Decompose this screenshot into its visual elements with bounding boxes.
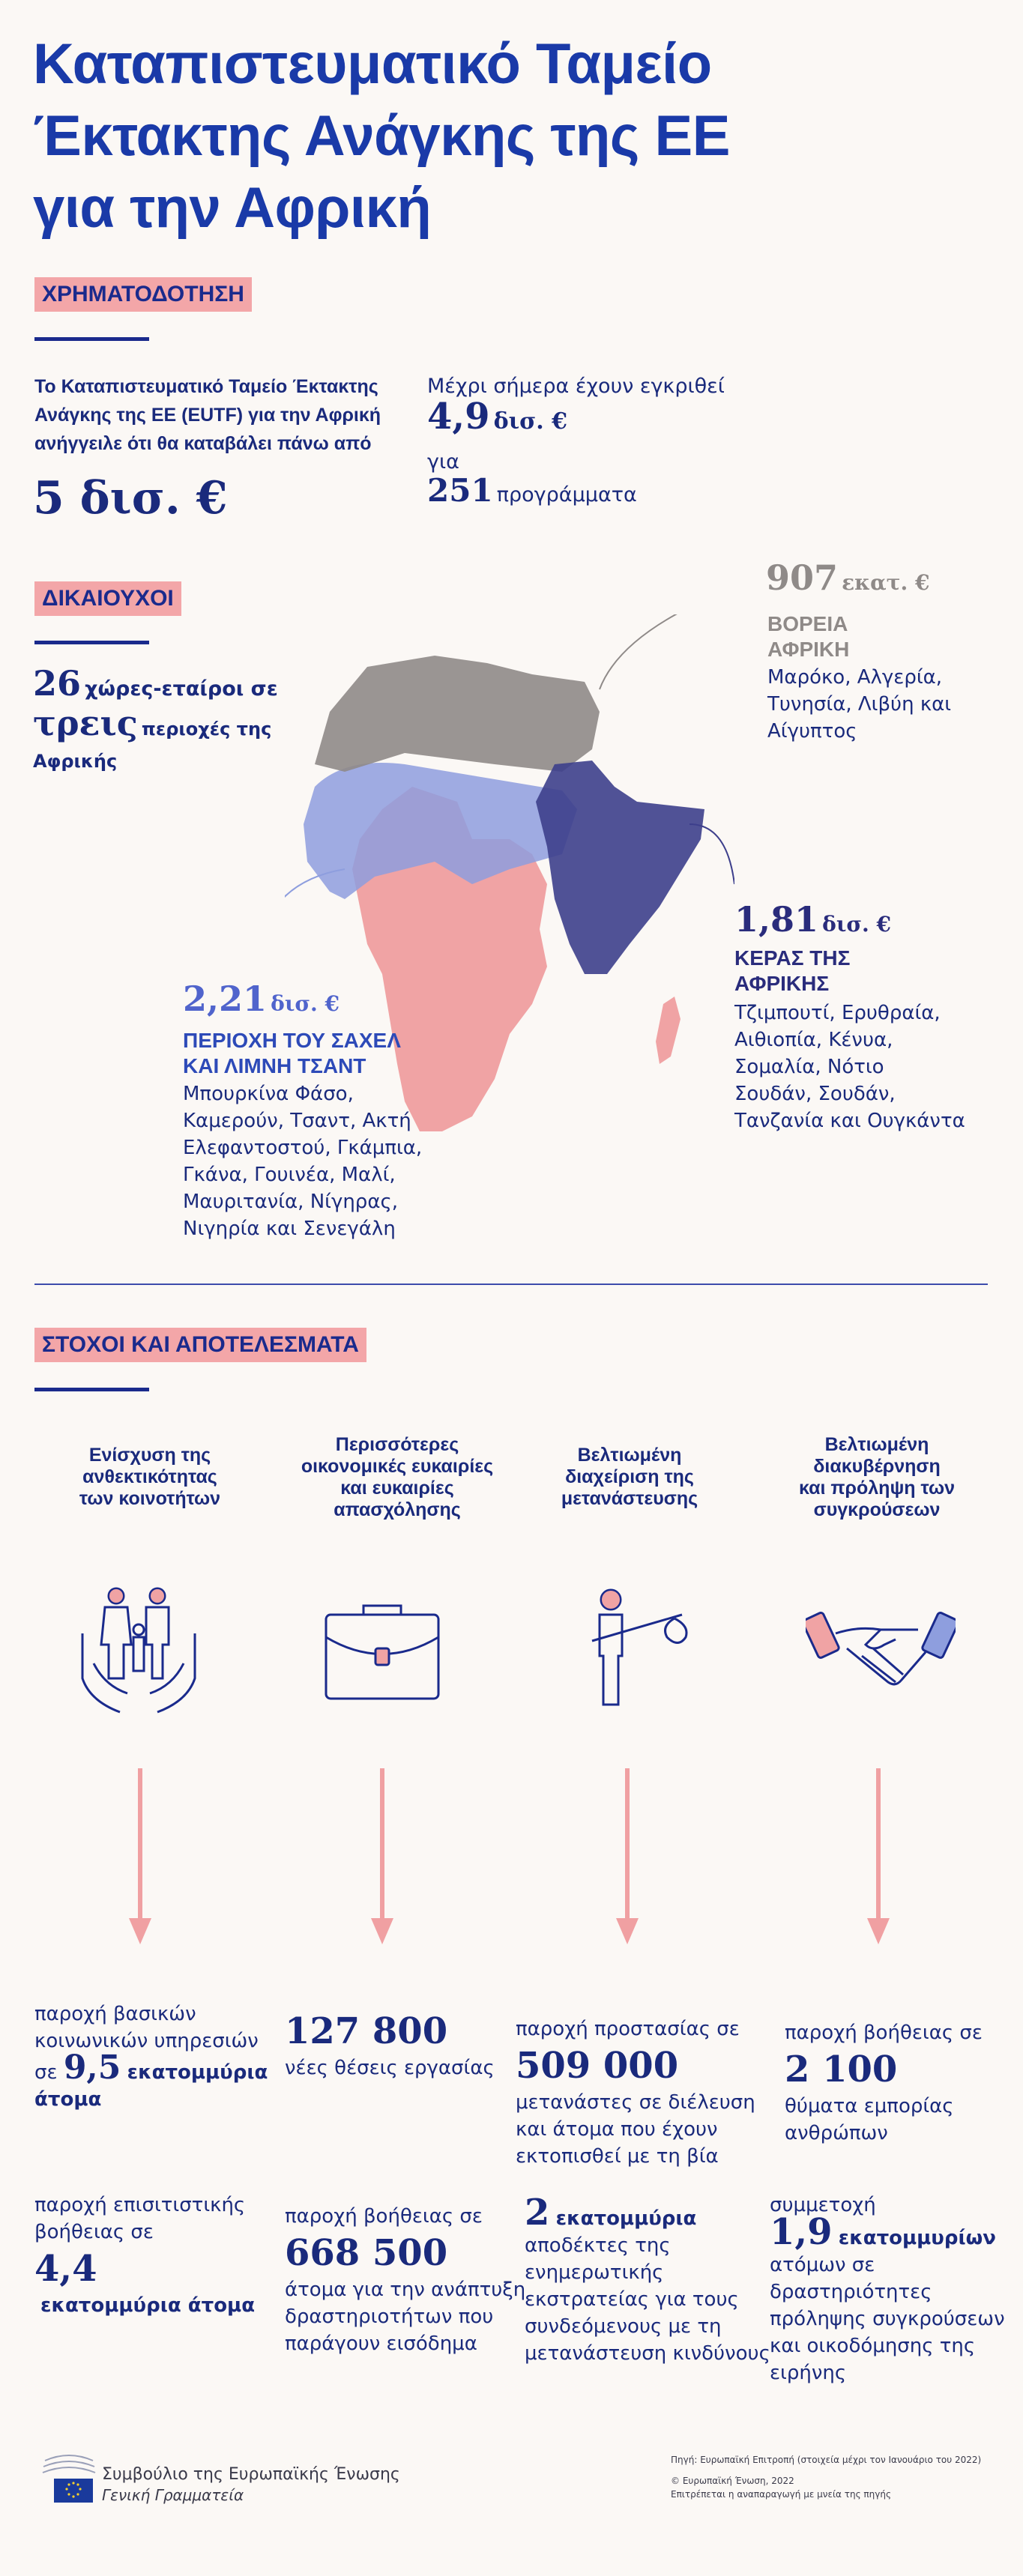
north-amount [766, 557, 930, 598]
funding-intro-line-3: ανήγγειλε ότι θα καταβάλει πάνω από [34, 433, 372, 454]
programmes-number: 251 [427, 472, 493, 509]
section-divider [34, 1284, 988, 1285]
result-3a-line-2: και άτομα που έχουν [516, 2118, 718, 2141]
sahel-countries-line-2: Καμερούν, Τσαντ, Ακτή [183, 1110, 411, 1132]
result-1a-unit: εκατομμύρια [127, 2061, 268, 2084]
goal-heading-4 [764, 1434, 989, 1521]
goal-heading-1-line-3: των κοινοτήτων [79, 1488, 221, 1509]
result-3b-line-1: αποδέκτες της [525, 2234, 671, 2257]
horn-countries-line-3: Σομαλία, Νότιο [734, 1056, 884, 1078]
result-4b-line-3: πρόληψης συγκρούσεων [770, 2308, 1005, 2330]
footer-org: Συμβούλιο της Ευρωπαϊκής Ένωσης [102, 2465, 400, 2484]
horn-countries-line-4: Σουδάν, Σουδάν, [734, 1083, 896, 1105]
arrow-down-icon [616, 1768, 639, 1948]
africa-word: Αφρικής [33, 751, 118, 772]
result-3b [525, 2192, 770, 2367]
horn-amount [734, 899, 891, 940]
horn-countries-line-1: Τζιμπουτί, Ερυθραία, [734, 1002, 941, 1024]
north-countries-line-2: Τυνησία, Λιβύη και [767, 693, 952, 716]
sahel-countries-line-3: Ελεφαντοστού, Γκάμπια, [183, 1137, 423, 1159]
approved-unit: δισ. € [493, 408, 568, 435]
funding-total: 5 δισ. € [33, 472, 228, 524]
goal-heading-2-line-2: οικονομικές ευκαιρίες [301, 1456, 494, 1477]
north-countries-line-1: Μαρόκο, Αλγερία, [767, 666, 943, 689]
result-1a-after: άτομα [34, 2088, 102, 2111]
north-name-line-2: ΑΦΡΙΚΗ [767, 638, 850, 661]
result-3b-line-3: εκστρατείας για τους [525, 2288, 739, 2311]
result-2a-number: 127 800 [285, 2010, 448, 2052]
page-title [33, 28, 932, 244]
result-4b-line-1: ατόμων σε [770, 2254, 875, 2276]
result-4a-number: 2 100 [785, 2049, 898, 2090]
programmes [427, 472, 637, 509]
regions-line [33, 703, 271, 743]
approved-amount [427, 396, 567, 438]
footer-reproduction: Επιτρέπεται η αναπαραγωγή με μνεία της πηγής [671, 2489, 892, 2500]
result-1a-line-2: κοινωνικών υπηρεσιών [34, 2030, 259, 2052]
result-2b-line-3: παράγουν εισόδημα [285, 2332, 477, 2355]
goal-heading-4-line-3: και πρόληψη των [799, 1478, 955, 1499]
horn-name-line-2: ΑΦΡΙΚΗΣ [734, 972, 830, 995]
regions-text: περιοχές της [141, 719, 272, 740]
result-4b-unit: εκατομμυρίων [838, 2227, 996, 2249]
funding-section-label: ΧΡΗΜΑΤΟΔΟΤΗΣΗ [34, 277, 252, 312]
result-3a-line-3: εκτοπισθεί με τη βία [516, 2145, 719, 2168]
result-3a-pre: παροχή προστασίας σε [516, 2018, 740, 2040]
funding-intro-line-1: Το Καταπιστευματικό Ταμείο Έκτακτης [34, 376, 378, 397]
result-2b-line-2: δραστηριοτήτων που [285, 2306, 494, 2328]
result-4a-pre: παροχή βοήθειας σε [785, 2022, 983, 2044]
sahel-countries-line-4: Γκάνα, Γουινέα, Μαλί, [183, 1164, 396, 1186]
countries-number: 26 [33, 663, 82, 704]
madagascar [656, 997, 681, 1064]
arrow-down-icon [129, 1768, 151, 1948]
horn-name-line-1: ΚΕΡΑΣ ΤΗΣ [734, 946, 851, 970]
regions-number: τρεις [33, 703, 138, 743]
title-line-1: Καταπιστευματικό Ταμείο [33, 32, 712, 96]
result-4b-pre: συμμετοχή [770, 2194, 876, 2216]
result-3b-figure [525, 2192, 770, 2234]
result-4b-line-2: δραστηριότητες [770, 2281, 932, 2303]
funding-intro [34, 372, 424, 458]
result-4a [785, 2019, 983, 2147]
horn-countries [734, 1000, 965, 1134]
goal-heading-2-line-4: απασχόλησης [334, 1499, 461, 1520]
sahel-name-line-1: ΠΕΡΙΟΧΗ ΤΟΥ ΣΑΧΕΛ [183, 1029, 401, 1052]
result-1a-number: 9,5 [63, 2049, 121, 2087]
result-2b-number: 668 500 [285, 2232, 448, 2274]
north-amount-unit: εκατ. € [842, 570, 930, 595]
north-connector-line [600, 614, 734, 689]
result-1b [34, 2192, 255, 2319]
goals-section-label: ΣΤΟΧΟΙ ΚΑΙ ΑΠΟΤΕΛΕΣΜΑΤΑ [34, 1328, 366, 1362]
horn-name [734, 946, 850, 997]
result-1b-unit: εκατομμύρια άτομα [40, 2294, 256, 2317]
goal-heading-4-line-2: διακυβέρνηση [813, 1456, 941, 1477]
horn-amount-number: 1,81 [734, 899, 819, 940]
north-name-line-1: ΒΟΡΕΙΑ [767, 612, 848, 635]
north-countries-line-3: Αίγυπτος [767, 720, 857, 743]
briefcase-icon [322, 1600, 442, 1705]
result-1b-line-2: βοήθειας σε [34, 2221, 154, 2243]
goal-heading-1-line-1: Ενίσχυση της [88, 1445, 211, 1466]
north-name [767, 611, 849, 662]
result-2b-line-1: άτομα για την ανάπτυξη [285, 2279, 526, 2301]
horn-amount-unit: δισ. € [822, 912, 891, 937]
horn-countries-line-2: Αιθιοπία, Κένυα, [734, 1029, 893, 1051]
result-3a-number: 509 000 [516, 2045, 679, 2087]
arrow-down-icon [867, 1768, 890, 1948]
horn-countries-line-5: Τανζανία και Ουγκάντα [734, 1110, 965, 1132]
migrant-icon [577, 1585, 697, 1712]
result-1a-se: σε [34, 2061, 58, 2084]
goals-rule [34, 1388, 149, 1391]
result-1a-line-1: παροχή βασικών [34, 2003, 196, 2025]
sahel-countries-line-1: Μπουρκίνα Φάσο, [183, 1083, 354, 1105]
footer-sub: Γενική Γραμματεία [102, 2486, 244, 2504]
result-3b-line-5: μετανάστευση κινδύνους [525, 2342, 770, 2365]
result-4b [770, 2192, 1005, 2386]
result-2a-after: νέες θέσεις εργασίας [285, 2057, 495, 2079]
result-2a [285, 2008, 495, 2081]
approved-number: 4,9 [427, 396, 490, 438]
sahel-name-line-2: ΚΑΙ ΛΙΜΝΗ ΤΣΑΝΤ [183, 1054, 366, 1077]
countries-text: χώρες-εταίροι σε [85, 677, 278, 701]
title-line-3: για την Αφρική [33, 176, 432, 240]
sahel-amount-number: 2,21 [183, 979, 268, 1019]
result-2b-pre: παροχή βοήθειας σε [285, 2205, 483, 2228]
result-3b-number: 2 [525, 2192, 550, 2234]
horn-region [536, 761, 704, 974]
result-4a-line-2: ανθρώπων [785, 2122, 888, 2144]
family-care-icon [75, 1581, 202, 1716]
funding-intro-line-2: Ανάγκης της ΕΕ (EUTF) για την Αφρική [34, 405, 381, 426]
programmes-word: προγράμματα [496, 483, 637, 507]
for-word: για [427, 450, 459, 474]
goal-heading-3-line-1: Βελτιωμένη [577, 1445, 682, 1466]
goal-heading-1-line-2: ανθεκτικότητας [82, 1466, 217, 1487]
footer-copyright: © Ευρωπαϊκή Ένωση, 2022 [671, 2476, 794, 2486]
beneficiaries-rule [34, 641, 149, 644]
result-4b-figure [770, 2211, 1005, 2253]
title-line-2: Έκτακτης Ανάγκης της ΕΕ [33, 104, 730, 168]
result-3b-unit: εκατομμύρια [555, 2207, 697, 2230]
beneficiaries-section-label: ΔΙΚΑΙΟΥΧΟΙ [34, 581, 181, 616]
result-3a [516, 2016, 755, 2170]
footer-source: Πηγή: Ευρωπαϊκή Επιτροπή (στοιχεία μέχρι τον Ιανουάριο του 2022) [671, 2455, 982, 2465]
sahel-countries-line-6: Νιγηρία και Σενεγάλη [183, 1218, 396, 1240]
north-countries [767, 664, 951, 745]
result-4b-number: 1,9 [770, 2211, 833, 2253]
result-2b [285, 2203, 525, 2357]
north-africa-region [315, 656, 600, 772]
goal-heading-3-line-2: διαχείριση της [565, 1466, 694, 1487]
countries-line [33, 663, 278, 704]
goal-heading-2 [285, 1434, 510, 1521]
result-4b-line-5: ειρήνης [770, 2362, 847, 2384]
sahel-countries [183, 1080, 422, 1242]
result-1a [34, 2001, 268, 2113]
result-4a-line-1: θύματα εμπορίας [785, 2095, 954, 2117]
result-4b-line-4: και οικοδόμησης της [770, 2335, 976, 2357]
sahel-amount [183, 979, 340, 1019]
sahel-amount-unit: δισ. € [271, 991, 340, 1016]
goal-heading-3-line-3: μετανάστευσης [561, 1488, 698, 1509]
sahel-countries-line-5: Μαυριτανία, Νίγηρας, [183, 1191, 398, 1213]
eu-council-logo [39, 2452, 99, 2504]
result-3a-line-1: μετανάστες σε διέλευση [516, 2091, 755, 2114]
result-1b-number: 4,4 [34, 2248, 97, 2290]
result-1b-line-1: παροχή επισιτιστικής [34, 2194, 246, 2216]
goal-heading-2-line-3: και ευκαιρίες [340, 1478, 454, 1499]
arrow-down-icon [371, 1768, 393, 1948]
goal-heading-4-line-4: συγκρούσεων [813, 1499, 941, 1520]
result-3b-line-2: ενημερωτικής [525, 2261, 664, 2284]
result-3b-line-4: συνδεόμενους με τη [525, 2315, 722, 2338]
handshake-icon [806, 1603, 956, 1693]
goal-heading-4-line-1: Βελτιωμένη [824, 1434, 929, 1455]
north-amount-number: 907 [766, 557, 839, 598]
goal-heading-3 [525, 1445, 734, 1510]
goal-heading-2-line-1: Περισσότερες [335, 1434, 459, 1455]
funding-rule [34, 337, 149, 341]
result-1a-figure [34, 2049, 268, 2087]
approved-intro: Μέχρι σήμερα έχουν εγκριθεί [427, 375, 725, 398]
goal-heading-1 [45, 1445, 255, 1510]
sahel-name [183, 1028, 401, 1079]
